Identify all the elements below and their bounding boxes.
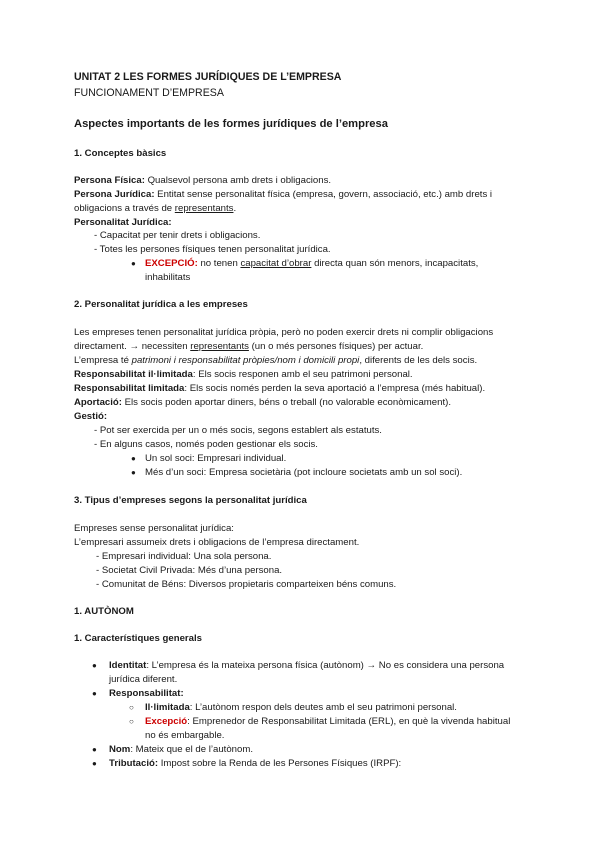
bullet-disc-icon: ●	[92, 661, 97, 670]
persona-fisica-line	[74, 174, 331, 187]
excepcio-pre: no tenen	[197, 258, 241, 269]
tributacio-line	[109, 757, 401, 770]
persona-fisica-text: Qualsevol persona amb drets i obligacions.	[144, 175, 332, 186]
tributacio-text: Impost sobre la Renda de les Persones Físiques (IRPF):	[158, 758, 402, 769]
dash-item: - Capacitat per tenir drets i obligacions.	[94, 230, 261, 241]
bullet-disc-icon: ●	[92, 689, 97, 698]
p2-pre: directament. → necessiten	[74, 341, 191, 352]
capacitat-obrar-link: capacitat d’obrar	[240, 258, 312, 269]
heading-caracteristiques: 1. Característiques generals	[74, 633, 202, 644]
resp-limitada-text: : Els socis només perden la seva aportació a l’empresa (més habitual).	[184, 383, 486, 394]
identitat-line-2: jurídica diferent.	[109, 674, 178, 685]
responsabilitat-colon: :	[180, 688, 184, 699]
resp-illimitada-label: Responsabilitat il·limitada	[74, 369, 193, 380]
heading-conceptes-basics: 1. Conceptes bàsics	[74, 148, 167, 159]
bullet-circle-icon: ○	[129, 703, 134, 712]
tributacio-label: Tributació:	[109, 758, 159, 769]
nom-label: Nom	[109, 744, 131, 755]
list-item: Més d’un soci: Empresa societària (pot incloure societats amb un sol soci).	[145, 467, 463, 478]
pj-text2-post: .	[233, 203, 237, 214]
persona-juridica-line-2	[74, 202, 236, 215]
excepcio-erl-text: : Emprenedor de Responsabilitat Limitada (ERL), en què la vivenda habitual	[187, 716, 511, 727]
heading-autonom: 1. AUTÒNOM	[74, 606, 134, 617]
document-title: UNITAT 2 LES FORMES JURÍDIQUES DE L’EMPRESA	[74, 71, 342, 83]
representants-link-2: representants	[190, 341, 249, 352]
excepcio-erl-label: Excepció	[145, 716, 188, 727]
bullet-circle-icon: ○	[129, 717, 134, 726]
gestio-label: Gestió:	[74, 411, 108, 422]
paragraph-line: Empreses sense personalitat jurídica:	[74, 523, 234, 534]
dash-item: - Empresari individual: Una sola persona.	[96, 551, 272, 562]
persona-fisica-label: Persona Física:	[74, 175, 145, 186]
excepcio-post: directa quan són menors, incapacitats,	[311, 258, 479, 269]
aportacio-label: Aportació:	[74, 397, 122, 408]
identitat-label: Identitat	[109, 660, 147, 671]
excepcio-line	[145, 257, 478, 270]
illimitada-text: : L’autònom respon dels deutes amb el seu patrimoni personal.	[189, 702, 457, 713]
persona-juridica-label: Persona Jurídica:	[74, 189, 155, 200]
p3-italic: patrimoni i responsabilitat pròpies/nom i domicili propi	[131, 355, 360, 366]
nom-line	[109, 743, 253, 756]
responsabilitat-label: Responsabilitat	[109, 688, 181, 699]
persona-juridica-line	[74, 188, 492, 201]
representants-link: representants	[174, 203, 234, 214]
paragraph-line: L’empresari assumeix drets i obligacions de l’empresa directament.	[74, 537, 360, 548]
identitat-text: : L’empresa és la mateixa persona física (autònom) → No es considera una persona	[146, 660, 505, 671]
excepcio-line-2: inhabilitats	[145, 272, 191, 283]
p2-post: (un o més persones físiques) per actuar.	[248, 341, 424, 352]
resp-illimitada-line	[74, 368, 413, 381]
paragraph-line	[74, 340, 423, 353]
section-title: Aspectes importants de les formes jurídiques de l’empresa	[74, 118, 388, 130]
aportacio-text: Els socis poden aportar diners, béns o treball (no valorable econòmicament).	[121, 397, 451, 408]
resp-limitada-label: Responsabilitat limitada	[74, 383, 185, 394]
dash-item: - Pot ser exercida per un o més socis, segons establert als estatuts.	[94, 425, 382, 436]
illimitada-label: Il·limitada	[145, 702, 190, 713]
excepcio-erl-line	[145, 715, 510, 728]
illimitada-line	[145, 701, 457, 714]
excepcio-erl-line-2: no és embargable.	[145, 730, 225, 741]
heading-tipus-empreses: 3. Tipus d’empreses segons la personalitat jurídica	[74, 495, 307, 506]
resp-illimitada-text: : Els socis responen amb el seu patrimoni personal.	[192, 369, 413, 380]
paragraph-line	[74, 354, 477, 367]
list-item: Un sol soci: Empresari individual.	[145, 453, 287, 464]
heading-personalitat-empreses: 2. Personalitat jurídica a les empreses	[74, 299, 248, 310]
nom-text: : Mateix que el de l’autònom.	[130, 744, 253, 755]
responsabilitat-line	[109, 687, 184, 700]
personalitat-juridica-label: Personalitat Jurídica:	[74, 217, 172, 228]
bullet-disc-icon: ●	[92, 745, 97, 754]
identitat-line	[109, 659, 504, 672]
document-subtitle: FUNCIONAMENT D’EMPRESA	[74, 87, 224, 99]
bullet-disc-icon: ●	[131, 259, 136, 268]
bullet-disc-icon: ●	[131, 468, 136, 477]
dash-item: - Totes les persones físiques tenen personalitat jurídica.	[94, 244, 331, 255]
aportacio-line	[74, 396, 451, 409]
p3-pre: L’empresa té	[74, 355, 132, 366]
paragraph-line: Les empreses tenen personalitat jurídica pròpia, però no poden exercir drets ni complir obligacions	[74, 327, 494, 338]
pj-text2-pre: obligacions a través de	[74, 203, 175, 214]
dash-item: - En alguns casos, només poden gestionar els socis.	[94, 439, 318, 450]
dash-item: - Comunitat de Béns: Diversos propietaris comparteixen béns comuns.	[96, 579, 397, 590]
dash-item: - Societat Civil Privada: Més d’una persona.	[96, 565, 283, 576]
bullet-disc-icon: ●	[92, 759, 97, 768]
excepcio-label: EXCEPCIÓ:	[145, 258, 198, 269]
persona-juridica-text: Entitat sense personalitat física (empresa, govern, associació, etc.) amb drets i	[154, 189, 493, 200]
resp-limitada-line	[74, 382, 485, 395]
p3-post: , diferents de les dels socis.	[359, 355, 478, 366]
bullet-disc-icon: ●	[131, 454, 136, 463]
